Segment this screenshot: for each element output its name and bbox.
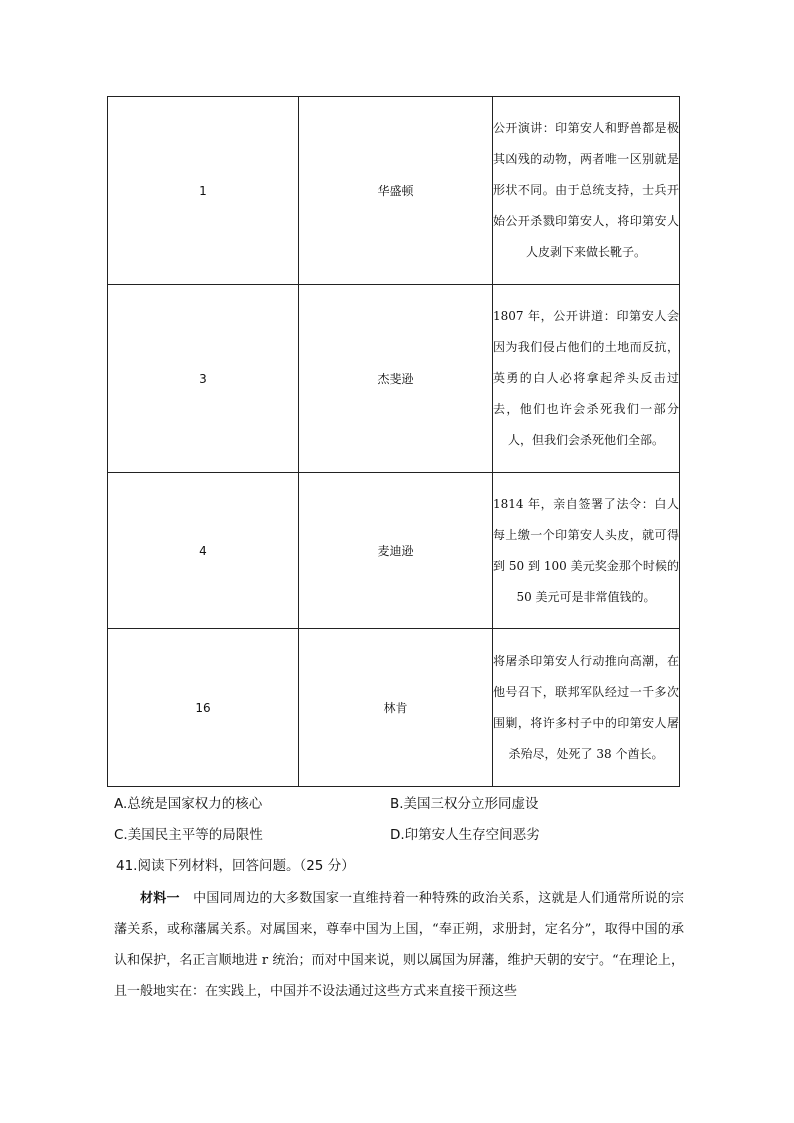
option-c: C.美国民主平等的局限性 [114,827,263,843]
action-description: 将屠杀印第安人行动推向高潮，在他号召下，联邦军队经过一千多次围剿，将许多村子中的印第安人屠杀殆尽，处死了 38 个酋长。 [493,629,680,787]
presidents-table [107,96,680,787]
row-number: 3 [108,285,299,473]
question-heading: 41.阅读下列材料，回答问题。（25 分） [116,858,355,874]
president-name: 林肯 [299,629,493,787]
row-number: 16 [108,629,299,787]
table-row [108,629,680,787]
material-paragraph [114,883,684,1007]
action-description: 1814 年，亲自签署了法令：白人每上缴一个印第安人头皮，就可得到 50 到 100 美元奖金那个时候的 50 美元可是非常值钱的。 [493,473,680,629]
option-a: A.总统是国家权力的核心 [114,796,263,812]
row-number: 1 [108,97,299,285]
option-b: B.美国三权分立形同虚设 [390,796,539,812]
president-name: 麦迪逊 [299,473,493,629]
action-description: 1807 年，公开讲道：印第安人会因为我们侵占他们的土地而反抗，英勇的白人必将拿起斧头反击过去，他们也许会杀死我们一部分人，但我们会杀死他们全部。 [493,285,680,473]
material-label: 材料一 [140,891,180,906]
president-name: 杰斐逊 [299,285,493,473]
action-description: 公开演讲：印第安人和野兽都是极其凶残的动物，两者唯一区别就是形状不同。由于总统支持，士兵开始公开杀戮印第安人，将印第安人人皮剥下来做长靴子。 [493,97,680,285]
table-row [108,285,680,473]
option-d: D.印第安人生存空间恶劣 [390,827,540,843]
table-row [108,473,680,629]
president-name: 华盛顿 [299,97,493,285]
row-number: 4 [108,473,299,629]
table-row [108,97,680,285]
material-text: 中国同周边的大多数国家一直维持着一种特殊的政治关系，这就是人们通常所说的宗藩关系，或称藩属关系。对属国来，尊奉中国为上国，“奉正朔，求册封，定名分”，取得中国的承认和保护，名正言顺地进 r 统治；而对中国来说，则以属国为屏藩，维护天朝的安宁。“在理论上，且一般地实在：在实践上，中国并不设法通过这些方式来直接干预这些 [114,891,684,999]
